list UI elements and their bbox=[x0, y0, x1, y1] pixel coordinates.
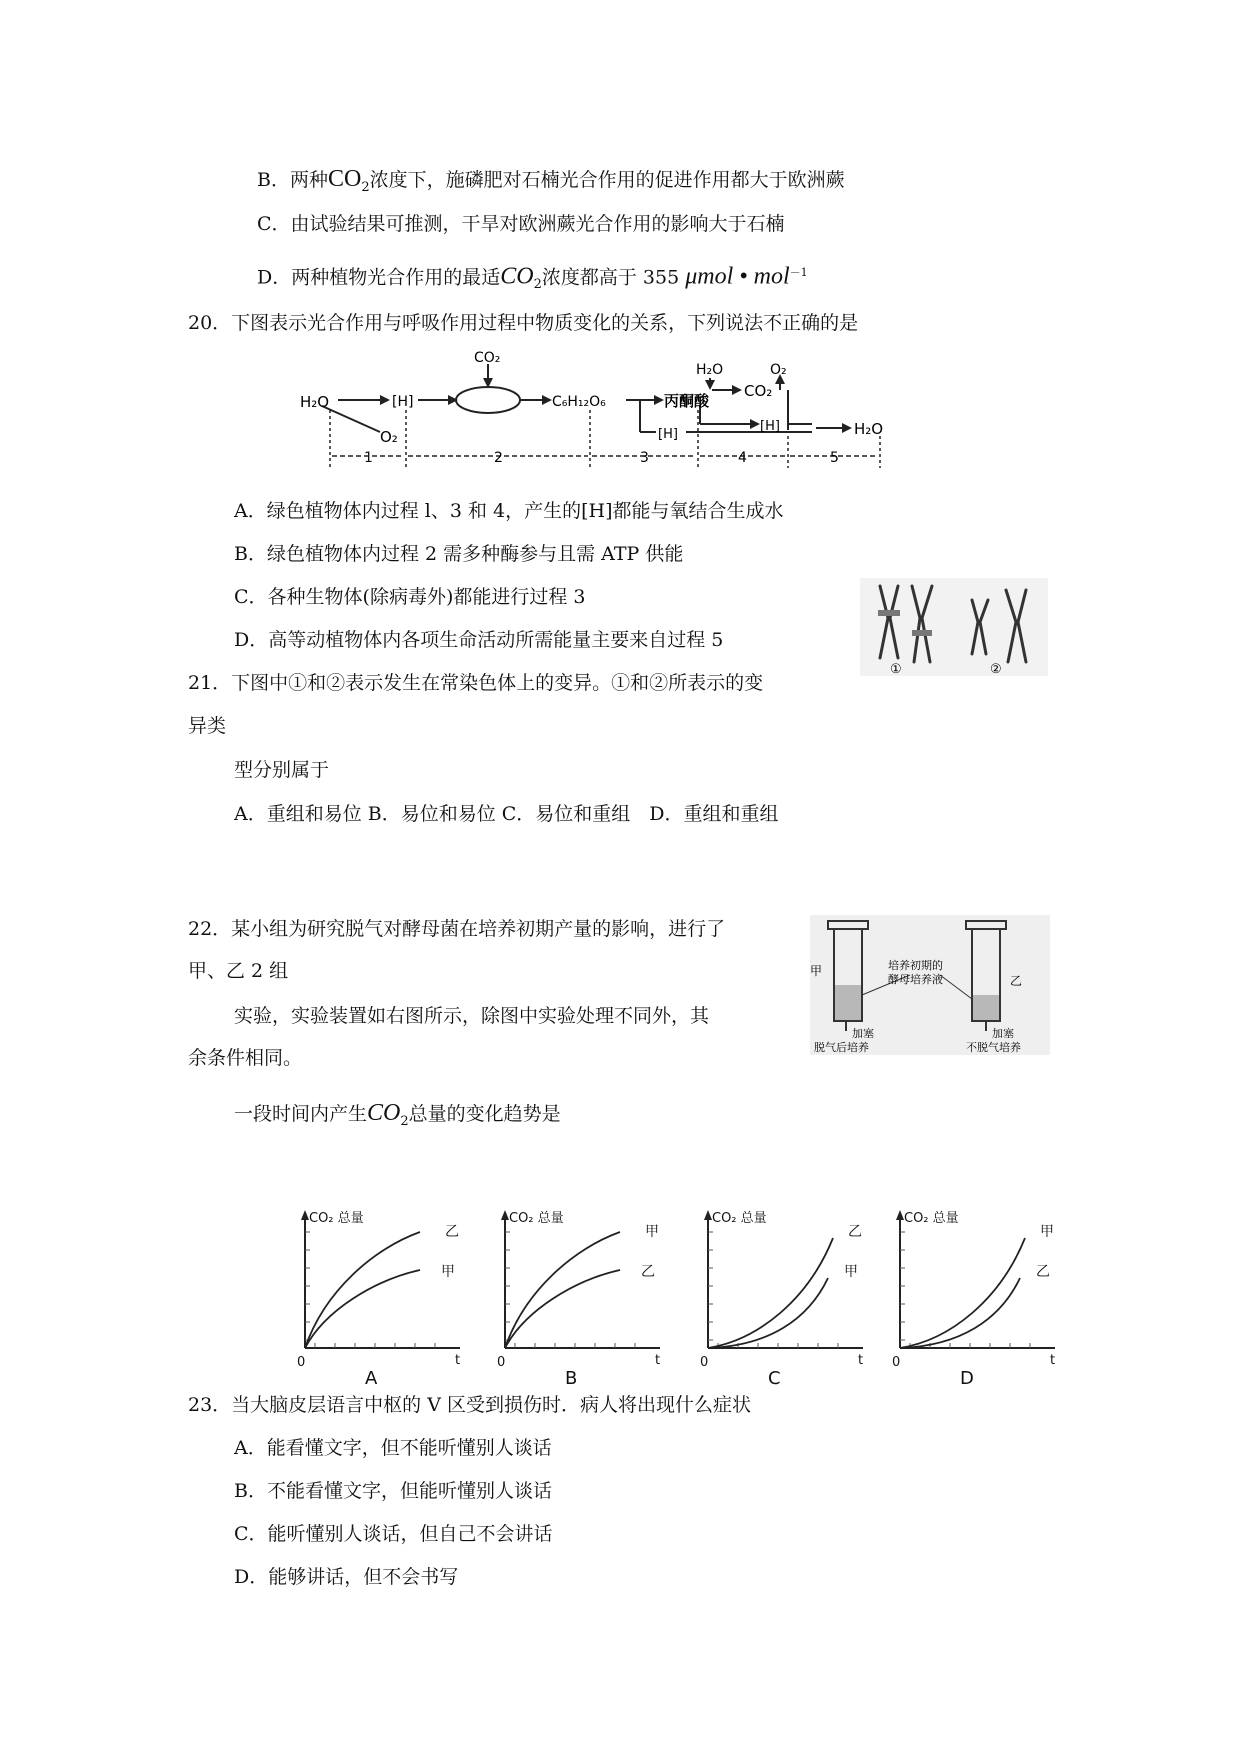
q20-option-b: B．绿色植物体内过程 2 需多种酶参与且需 ATP 供能 bbox=[234, 543, 684, 565]
graph-d bbox=[890, 1200, 1065, 1390]
stage-3-label: 3 bbox=[640, 450, 649, 466]
q23-stem: 23．当大脑皮层语言中枢的 V 区受到损伤时．病人将出现什么症状 bbox=[188, 1394, 751, 1416]
q21-stem-line2: 异类 bbox=[188, 715, 227, 737]
origin-label: 0 bbox=[700, 1355, 709, 1370]
q22-stem-line2: 甲、乙 2 组 bbox=[188, 960, 289, 982]
h-label-2: [H] bbox=[658, 427, 678, 442]
stage-4-label: 4 bbox=[738, 450, 747, 466]
y-axis-label: CO₂ 总量 bbox=[712, 1211, 767, 1226]
y-axis-arrow bbox=[704, 1210, 712, 1220]
upper-curve bbox=[708, 1238, 833, 1348]
apparatus-medium-label-2: 酵母培养液 bbox=[888, 973, 943, 986]
q22-apparatus-figure bbox=[810, 915, 1050, 1055]
q20-option-a: A．绿色植物体内过程 l、3 和 4，产生的[H]都能与氧结合生成水 bbox=[234, 500, 784, 522]
h2o-top-label: H₂O bbox=[696, 362, 724, 378]
q20-option-d: D．高等动植物体内各项生命活动所需能量主要来自过程 5 bbox=[234, 629, 724, 651]
upper-curve bbox=[900, 1238, 1025, 1348]
q22-stem-line1: 22．某小组为研究脱气对酵母菌在培养初期产量的影响，进行了 bbox=[188, 918, 726, 940]
upper-curve bbox=[305, 1232, 420, 1348]
pyruvate-label: 丙酮酸 bbox=[664, 392, 710, 410]
q23-option-c: C．能听懂别人谈话，但自己不会讲话 bbox=[234, 1523, 553, 1545]
q22-stem-line5: 一段时间内产生$CO_2$总量的变化趋势是 bbox=[234, 1100, 561, 1129]
o2-top-label: O₂ bbox=[770, 362, 787, 378]
graph-label: C bbox=[768, 1368, 781, 1389]
h2o-left-label: H₂O bbox=[300, 393, 330, 411]
y-axis-label: CO₂ 总量 bbox=[309, 1211, 364, 1226]
lower-curve-label: 甲 bbox=[844, 1264, 858, 1280]
x-axis-label: t bbox=[655, 1353, 661, 1368]
q21-chromosome-figure bbox=[860, 578, 1048, 676]
stage-1-label: 1 bbox=[364, 450, 373, 466]
x-axis-label: t bbox=[1050, 1353, 1056, 1368]
y-axis-arrow bbox=[501, 1210, 509, 1220]
x-axis-label: t bbox=[858, 1353, 864, 1368]
lower-curve-label: 甲 bbox=[441, 1264, 455, 1280]
graph-label: A bbox=[365, 1368, 378, 1389]
upper-curve-label: 乙 bbox=[848, 1224, 862, 1240]
q22-stem-line3: 实验，实验装置如右图所示，除图中实验处理不同外，其 bbox=[234, 1005, 710, 1027]
lower-curve-label: 乙 bbox=[1036, 1264, 1050, 1280]
q19-option-d: D．两种植物光合作用的最适$CO_2$浓度都高于 355 μmol • mol$^{-1}$ bbox=[257, 263, 808, 293]
origin-label: 0 bbox=[892, 1355, 901, 1370]
apparatus-plug-right: 加塞 bbox=[992, 1027, 1014, 1040]
apparatus-right-tag: 乙 bbox=[1010, 974, 1023, 988]
upper-curve-label: 乙 bbox=[445, 1224, 459, 1240]
apparatus-plug-left: 加塞 bbox=[852, 1027, 874, 1040]
y-axis-arrow bbox=[896, 1210, 904, 1220]
q19-option-c: C．由试验结果可推测，干旱对欧洲蕨光合作用的影响大于石楠 bbox=[257, 213, 785, 235]
x-axis-label: t bbox=[455, 1353, 461, 1368]
y-axis-arrow bbox=[301, 1210, 309, 1220]
q20-stem: 20．下图表示光合作用与呼吸作用过程中物质变化的关系，下列说法不正确的是 bbox=[188, 312, 859, 334]
q19-option-b: B．两种$CO_2$浓度下，施磷肥对石楠光合作用的促进作用都大于欧洲蕨 bbox=[257, 166, 845, 195]
q23-option-b: B．不能看懂文字，但能听懂别人谈话 bbox=[234, 1480, 552, 1502]
q20-pathway-diagram bbox=[300, 350, 910, 475]
lower-curve bbox=[505, 1270, 620, 1348]
graph-a bbox=[295, 1200, 470, 1390]
apparatus-medium-label: 培养初期的 bbox=[888, 959, 943, 972]
o2-left-label: O₂ bbox=[380, 428, 398, 446]
lower-curve-label: 乙 bbox=[641, 1264, 655, 1280]
co2-right-label: CO₂ bbox=[744, 382, 773, 400]
upper-curve-label: 甲 bbox=[645, 1224, 659, 1240]
h2o-right-label: H₂O bbox=[854, 420, 884, 438]
upper-curve-label: 甲 bbox=[1040, 1224, 1054, 1240]
graph-label: B bbox=[565, 1368, 578, 1389]
y-axis-label: CO₂ 总量 bbox=[509, 1211, 564, 1226]
h-label-1: [H] bbox=[392, 394, 414, 410]
glucose-label: C₆H₁₂O₆ bbox=[552, 394, 606, 410]
lower-curve bbox=[305, 1270, 420, 1348]
q21-stem-line3: 型分别属于 bbox=[234, 759, 330, 781]
apparatus-left-tag: 甲 bbox=[810, 964, 823, 978]
co2-top-label: CO₂ bbox=[474, 350, 501, 366]
q20-option-c: C．各种生物体(除病毒外)都能进行过程 3 bbox=[234, 586, 586, 608]
y-axis-label: CO₂ 总量 bbox=[904, 1211, 959, 1226]
graph-label: D bbox=[960, 1368, 974, 1389]
graph-b bbox=[495, 1200, 670, 1390]
stage-5-label: 5 bbox=[830, 450, 839, 466]
q21-options: A．重组和易位 B．易位和易位 C．易位和重组 D．重组和重组 bbox=[234, 803, 779, 825]
h-label-3: [H] bbox=[760, 419, 780, 434]
q22-stem-line4: 余条件相同。 bbox=[188, 1047, 303, 1069]
q23-option-d: D．能够讲话，但不会书写 bbox=[234, 1566, 459, 1588]
q23-option-a: A．能看懂文字，但不能听懂别人谈话 bbox=[234, 1437, 552, 1459]
lower-curve bbox=[900, 1278, 1020, 1348]
apparatus-right-caption: 不脱气培养 bbox=[966, 1041, 1021, 1054]
lower-curve bbox=[708, 1278, 828, 1348]
stage-2-label: 2 bbox=[494, 450, 503, 466]
figure-label-2: ② bbox=[990, 661, 1002, 676]
q21-stem-line1: 21．下图中①和②表示发生在常染色体上的变异。①和②所表示的变 bbox=[188, 672, 764, 694]
origin-label: 0 bbox=[497, 1355, 506, 1370]
apparatus-left-caption: 脱气后培养 bbox=[814, 1041, 869, 1054]
graph-c bbox=[698, 1200, 873, 1390]
figure-label-1: ① bbox=[890, 661, 902, 676]
upper-curve bbox=[505, 1232, 620, 1348]
origin-label: 0 bbox=[297, 1355, 306, 1370]
